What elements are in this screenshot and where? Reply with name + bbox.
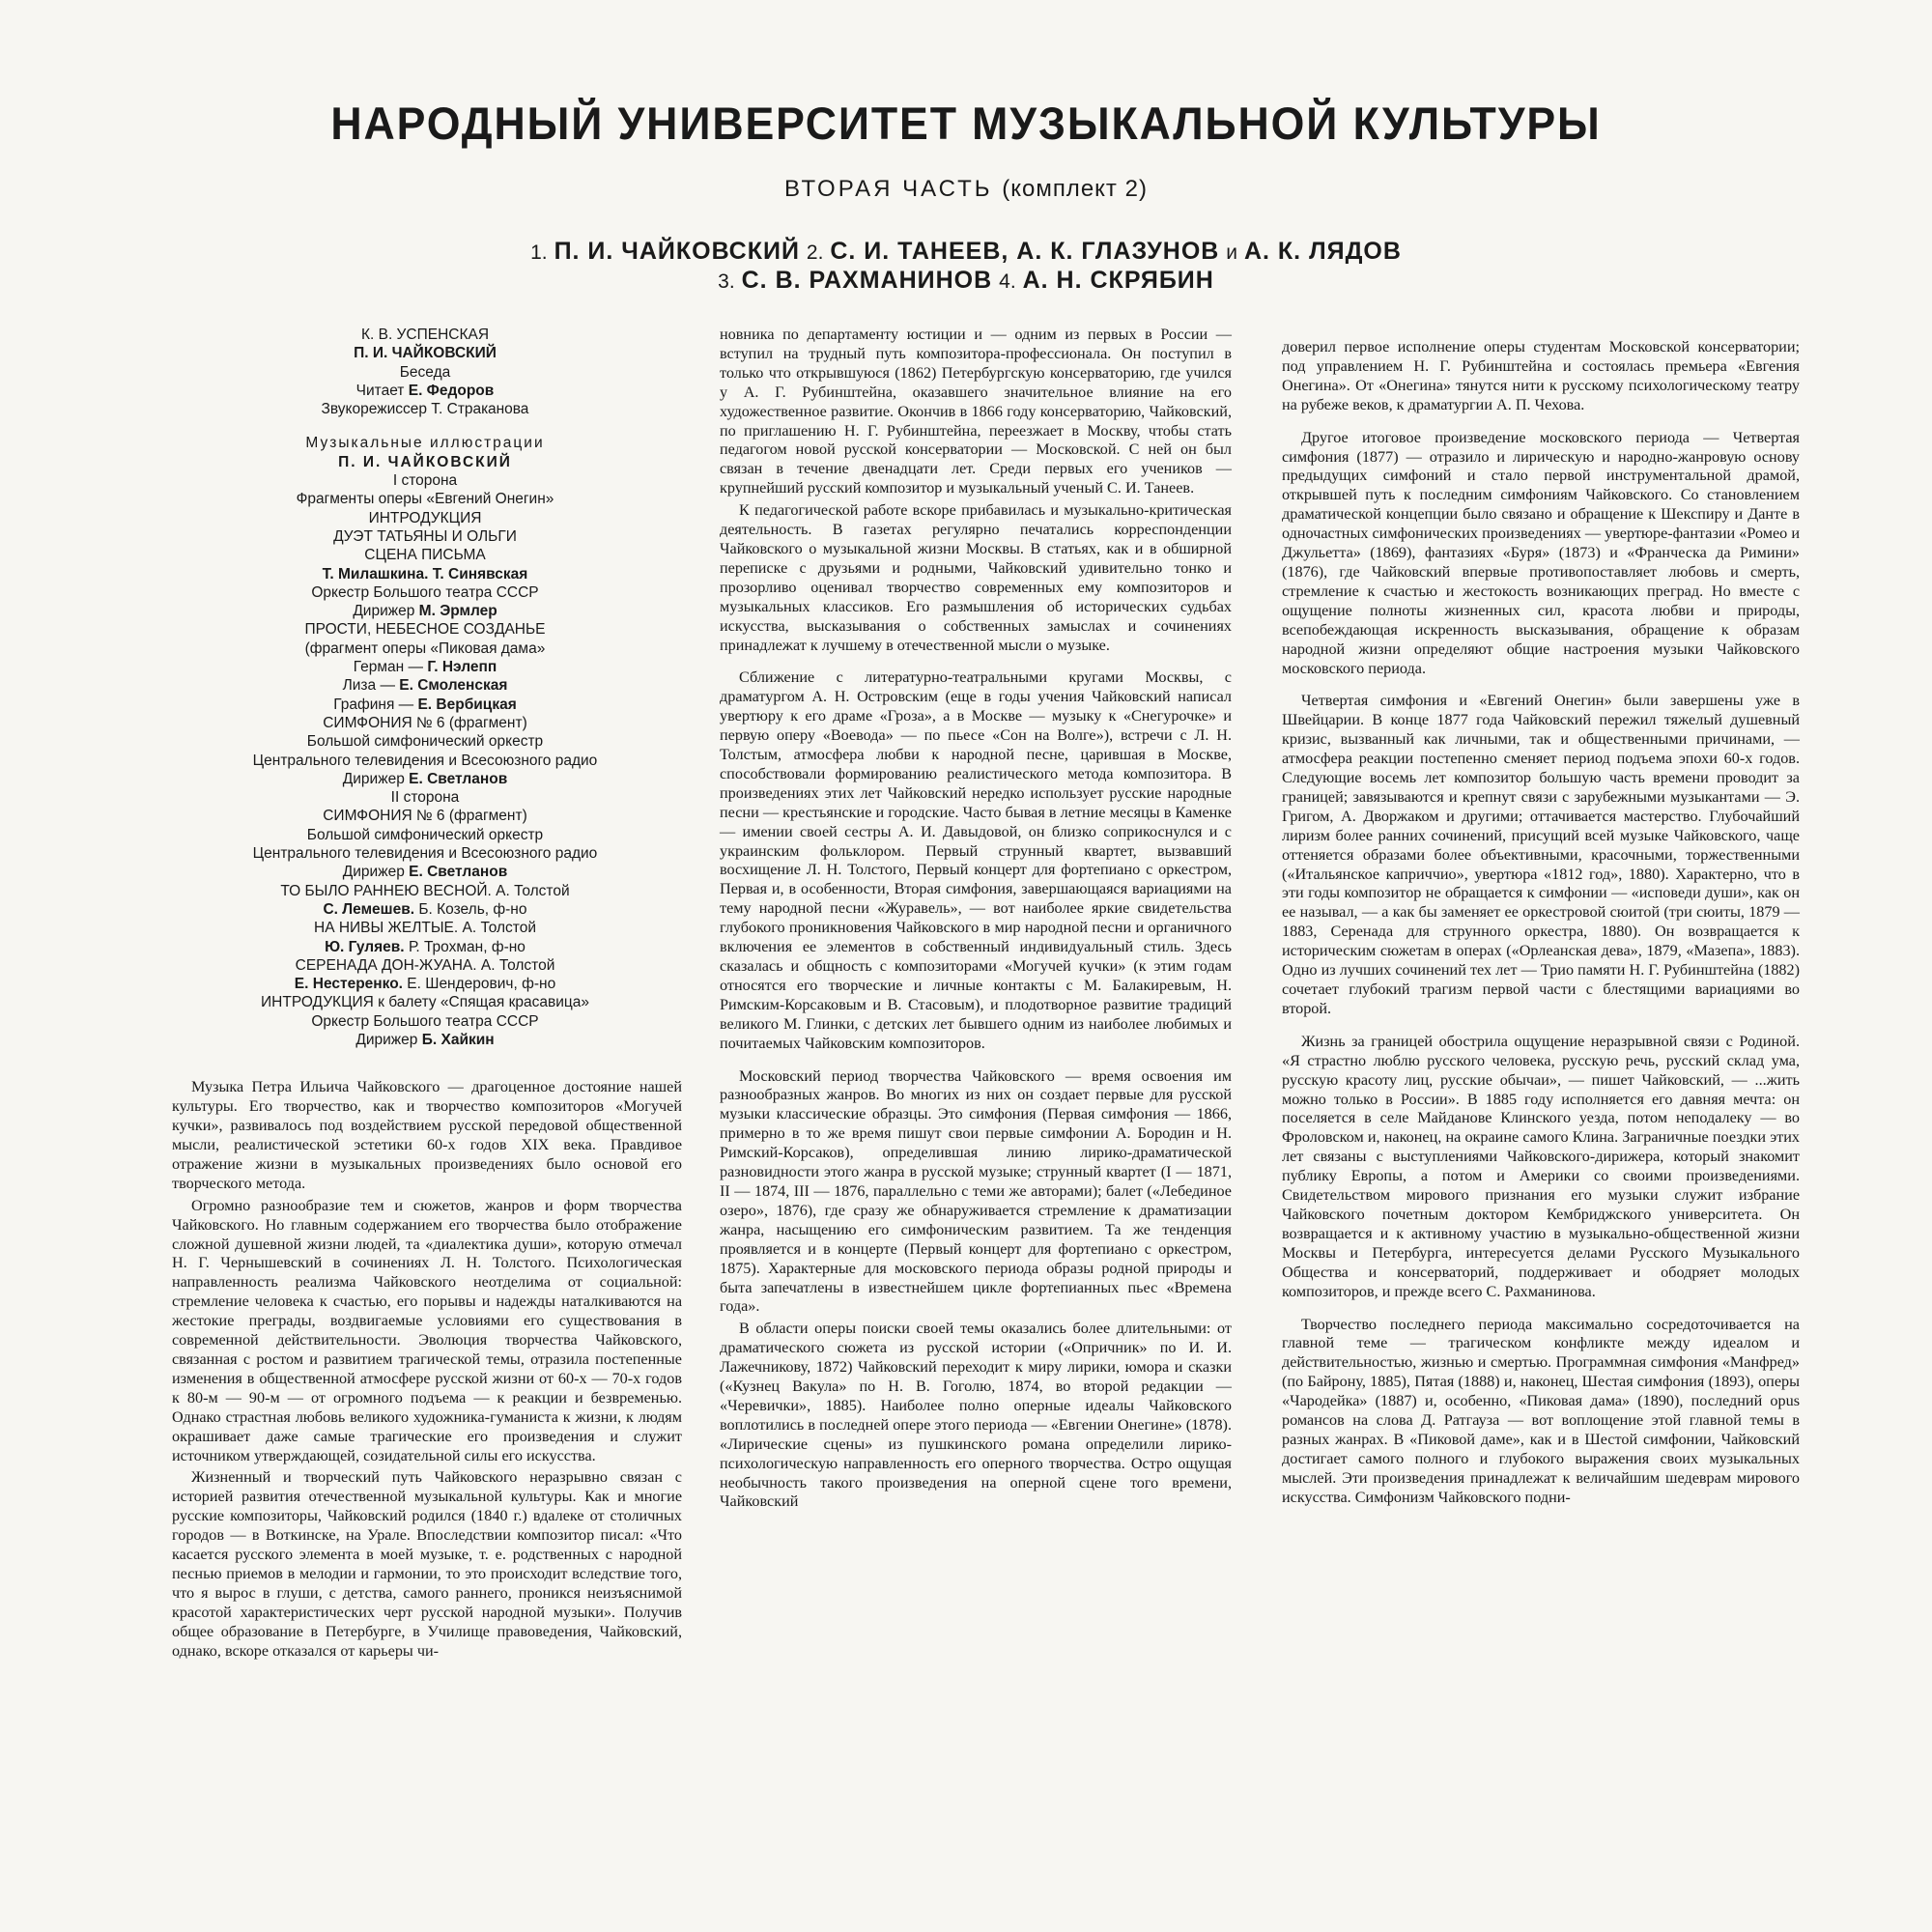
column-1 [172, 326, 682, 1661]
conductor-line: Дирижер Е. Светланов [342, 864, 508, 881]
paragraph: доверил первое исполнение оперы студентам Московской консерватории; под управлением Н. Г. Рубинштейна и состоялась премьера «Евгения Онегина». От «Онегина» тянутся нити к русскому психологическому театру на рубеже веков, к драматургии А. П. Чехова. [1282, 338, 1800, 413]
paragraph: Другое итоговое произведение московского периода — Четвертая симфония (1877) — отразило и лирическую и народно-жанровую основу предыдущих симфоний и стало первой инструментальной драмой, открывшей путь к последним симфониям Чайковского. Со становлением драматической концепции было связано и обращение к Шекспиру и Данте в одночастных симфонических произведениях — увертюре-фантазии «Ромео и Джульетта» (1869), фантазиях «Буря» (1873) и «Франческа да Римини» (1876), где Чайковский впервые противопоставляет любовь и смерть, стремление к счастью и жестокость возникающих преград. Но вместе с ощущение полноты жизненных сил, красота любви и природы, всепобеждающая искренность высказывания, обращение к образам народной жизни определяют общие настроения музыки Чайковского московского периода. [1282, 428, 1800, 677]
composer-name: С. В. РАХМАНИНОВ [741, 267, 993, 294]
performer-line: Лиза — Е. Смоленская [342, 677, 508, 695]
paragraph: Жизнь за границей обострила ощущение неразрывной связи с Родиной. «Я страстно люблю русского человека, русскую речь, русский склад ума, русскую красоту лиц, русские обычаи», — пишет Чайковский, — ...жить можно только в России». В 1885 году исполняется его давняя мечта: он поселяется в селе Майданове Клинского уезда, потом неподалеку — во Фроловском и, наконец, на окраине самого Клина. Заграничные поездки этих лет связаны с выступлениями Чайковского-дирижера, который знакомит публику Европы, а потом и Америки со своими произведениями. Свидетельством мирового признания его музыки служит избрание Чайковского почетным доктором Кембриджского университета. Он возвращается и к активному участию в музыкально-общественной жизни Москвы и Петербурга, интересуется делами Русского Музыкального Общества и консерваторий, поддерживает и ободряет молодых композиторов, и прежде всего С. Рахманинова. [1282, 1032, 1800, 1300]
conductor-line: Дирижер М. Эрмлер [353, 603, 497, 620]
composer-name: А. Н. СКРЯБИН [1022, 267, 1214, 294]
track-line: ПРОСТИ, НЕБЕСНОЕ СОЗДАНЬЕ [304, 621, 546, 639]
track-line: Фрагменты оперы «Евгений Онегин» [296, 491, 554, 508]
credit-genre: Беседа [399, 363, 451, 381]
track-line: ДУЭТ ТАТЬЯНЫ И ОЛЬГИ [333, 527, 517, 545]
track-line: Большой симфонический оркестр [306, 733, 544, 751]
column-3 [1282, 338, 1800, 1508]
track-line: СЦЕНА ПИСЬМА [364, 547, 486, 564]
side-1-label: I сторона [392, 472, 458, 490]
track-line: Центрального телевидения и Всесоюзного радио [252, 752, 598, 769]
track-line: Большой симфонический оркестр [306, 826, 544, 843]
composer-number: 4. [999, 270, 1016, 293]
performer-line: Т. Милашкина. Т. Синявская [322, 565, 528, 582]
track-line: ИНТРОДУКЦИЯ к балету «Спящая красавица» [261, 994, 589, 1011]
subtitle-main: ВТОРАЯ ЧАСТЬ [784, 176, 993, 202]
credit-reader: Читает Е. Федоров [355, 382, 495, 399]
performer-line: Ю. Гуляев. Р. Трохман, ф-но [325, 938, 526, 955]
credit-composer: П. И. ЧАЙКОВСКИЙ [354, 345, 497, 362]
paragraph: Огромно разнообразие тем и сюжетов, жанров и форм творчества Чайковского. Но главным содержанием его творчества было отображение сложной душевной жизни людей, та «диалектика души», которую отмечал Н. Г. Чернышевский в сочинениях Л. Н. Толстого. Психологическая направленность реализма Чайковского неотделима от социальной: стремление человека к счастью, его порывы и надежды наталкиваются на жестокие преграды, воздвигаемые условиями его существования в современной действительности. Эволюция творчества Чайковского, связанная с ростом и развитием трагической темы, отразила постепенные изменения в общественной атмосфере русской жизни от 60-х — 70-х годов к 80-м — 90-м — от огромного подъема — к реакции и безвременью. Однако страстная любовь великого художника-гуманиста к жизни, к людям окрашивает даже самые трагические его произведения и служит источником утверждающей, созидательной силы его искусства. [172, 1196, 682, 1464]
performer-line: Герман — Г. Нэлепп [353, 659, 497, 676]
composer-number: 3. [718, 270, 735, 293]
performer-line: Е. Нестеренко. Е. Шендерович, ф-но [294, 976, 556, 993]
illustrations-composer: П. И. ЧАЙКОВСКИЙ [338, 453, 512, 470]
paragraph: К педагогической работе вскоре прибавилась и музыкально-критическая деятельность. В газетах регулярно печатались корреспонденции Чайковского о музыкальной жизни Москвы. В статьях, как и в обширной переписке с друзьями и родными, Чайковский удивительно тонко и прозорливо оценивал творчество современных ему композиторов и музыкальных классиков. Его размышления об исторических судьбах искусства, высказывания о собственных замыслах и сочинениях принадлежат к лучшему в отечественной мысли о музыке. [720, 501, 1232, 654]
track-line: СЕРЕНАДА ДОН-ЖУАНА. А. Толстой [295, 956, 555, 974]
track-line: СИМФОНИЯ № 6 (фрагмент) [323, 714, 527, 731]
track-line: ТО БЫЛО РАННЕЮ ВЕСНОЙ. А. Толстой [280, 882, 570, 899]
composer-name: П. И. ЧАЙКОВСКИЙ [554, 238, 800, 265]
conductor-line: Дирижер Б. Хайкин [355, 1031, 495, 1048]
page-subtitle [0, 176, 1932, 203]
track-line: ИНТРОДУКЦИЯ [368, 509, 482, 526]
composers-line-2 [0, 266, 1932, 297]
paragraph: Творчество последнего периода максимально сосредоточивается на главной теме — трагическом конфликте между идеалом и действительностью, жизнью и смертью. Программная симфония «Манфред» (по Байрону, 1885), Пятая (1888) и, наконец, Шестая симфония (1893), оперы «Чародейка» (1887) и, особенно, «Пиковая дама» (1890), последний opus романсов на слова Д. Ратгауза — вот воплощение этой главной темы в разных жанрах. В «Пиковой даме», как и в Шестой симфонии, Чайковский достигает самого полного и глубокого выражения своих музыкальных мыслей. Эти произведения принадлежат к величайшим шедеврам мирового искусства. Симфонизм Чайковского подни- [1282, 1315, 1800, 1506]
composer-number: 2. [806, 242, 824, 264]
composer-conjunction: и [1226, 242, 1238, 264]
track-line: СИМФОНИЯ № 6 (фрагмент) [323, 808, 527, 825]
track-line: Центрального телевидения и Всесоюзного радио [252, 845, 598, 863]
essay-column-1 [172, 1078, 682, 1661]
track-line: (фрагмент оперы «Пиковая дама» [304, 639, 546, 657]
paragraph: Сближение с литературно-театральными кругами Москвы, с драматургом А. Н. Островским (еще в годы учения Чайковский написал увертюру к его драме «Гроза», а в Москве — музыку к «Снегурочке» и первую оперу «Воевода» — по пьесе «Сон на Волге»), встречи с Л. Н. Толстым, атмосфера любви к народной песне, царившая в Москве, способствовали формированию реалистического метода композитора. В произведениях этих лет Чайковский нередко использует русские народные песни — крестьянские и городские. Часто бывая в летние месяцы в Каменке — имении своей сестры А. И. Давыдовой, он близко соприкоснулся и с украинским фольклором. Первый струнный квартет, вызвавший восхищение Л. Н. Толстого, Первый концерт для фортепиано с оркестром, Первая и, в особенности, Вторая симфония, завершающаяся вариациями на тему народной песни «Журавель», — вот наиболее яркие свидетельства глубокого проникновения Чайковского в мир народной песни и органичного включения ее элементов в собственный индивидуальный стиль. Здесь сказалась и общность с композиторами «Могучей кучки» (к этим годам относятся его творческие и личные контакты с М. Балакиревым, Н. Римским-Корсаковым и В. Стасовым), и плодотворное развитие традиций великого М. Глинки, с детских лет бывшего одним из наиболее любимых и почитаемых Чайковским композиторов. [720, 668, 1232, 1052]
paragraph: В области оперы поиски своей темы оказались более длительными: от драматического сюжета из русской истории («Опричник» по И. И. Лажечникову, 1872) Чайковский переходит к миру лирики, юмора и сказки («Кузнец Вакула» по Н. В. Гоголю, 1874, во второй редакции — «Черевички», 1885). Наиболее полно оперные идеалы Чайковского воплотились в последней опере этого периода — «Евгении Онегине» (1878). «Лирические сцены» из пушкинского романа определили лирико-психологическую направленность его оперного творчества. Остро ощущая необычность такого произведения на оперной сцене того времени, Чайковский [720, 1320, 1232, 1511]
illustrations-heading: Музыкальные иллюстрации [305, 435, 545, 452]
track-line: Оркестр Большого театра СССР [311, 583, 539, 601]
track-line: Оркестр Большого театра СССР [311, 1012, 539, 1030]
side-2-label: II сторона [390, 789, 460, 807]
paragraph: новника по департаменту юстиции и — одним из первых в России — вступил на трудный путь композитора-профессионала. Он поступил в только что открывшуюся (1862) Петербургскую консерваторию, где учился у А. Г. Рубинштейна, оказавшего значительное влияние на его художественное развитие. Окончив в 1866 году консерваторию, Чайковский, по приглашению Н. Г. Рубинштейна, переезжает в Москву, чтобы стать педагогом новой русской консерватории — Московской. С ней он был связан в течение двенадцати лет. Среди первых его учеников — крупнейший русский композитор и музыкальный ученый С. И. Танеев. [720, 326, 1232, 497]
credit-sound-engineer: Звукорежиссер Т. Стракaнова [321, 401, 529, 418]
composers-line-1 [0, 237, 1932, 268]
paragraph: Московский период творчества Чайковского — время освоения им разнообразных жанров. Во многих из них он создает первые для русской музыки классические образцы. Это симфония (Первая симфония — 1866, примерно в то же время пишут свои первые симфонии А. Бородин и Н. Римский-Корсаков), определившая линию лирико-драматической разновидности этого жанра в русской музыке; струнный квартет (I — 1871, II — 1874, III — 1876, параллельно с теми же авторами); балет («Лебединое озеро», 1876), где сразу же обнаруживается стремление к драматизации жанра, насыщению его симфоническим развитием. Та же тенденция проявляется и в концерте (Первый концерт для фортепиано с оркестром, 1875). Характерные для московского периода образы родной природы и быта запечатлены в известнейшем цикле фортепианных пьес «Времена года». [720, 1066, 1232, 1316]
composer-number: 1. [530, 242, 548, 264]
paragraph: Четвертая симфония и «Евгений Онегин» были завершены уже в Швейцарии. В конце 1877 года Чайковский пережил тяжелый душевный кризис, вызванный как личными, так и общественными причинами, — атмосфера реакции постепенно сменяет период подъема эпохи 60-х годов. Следующие восемь лет композитор большую часть времени проводит за границей; завязываются и крепнут связи с зарубежными музыкантами — Э. Григом, А. Дворжаком и другими; оттачивается мастерство. Глубочайший лиризм более ранних сочинений, присущий всей музыке Чайковского, чаще оттеняется образами более объективными, красочными, торжественными («Итальянское каприччио», увертюра «1812 год», 1880). Характерно, что в эти годы композитор не обращается к симфонии — «исповеди души», как он ее называл, — а как бы заменяет ее оркестровой сюитой (три сюиты, 1879 — 1883, Серенада для струнного оркестра, 1880). Он возвращается к историческим сюжетам в операх («Орлеанская дева», 1879, «Мазепа», 1883). Одно из лучших сочинений тех лет — Трио памяти Н. Г. Рубинштейна (1882) сочетает глубокий трагизм первой части с блестящими вариациями во второй. [1282, 692, 1800, 1017]
paragraph: Музыка Петра Ильича Чайковского — драгоценное достояние нашей культуры. Его творчество, как и творчество композиторов «Могучей кучки», развивалось под воздействием русской передовой общественной мысли, реалистической эстетики 60-х годов XIX века. Правдивое отражение жизни в музыкальных произведениях было основой его творческого метода. [172, 1078, 682, 1192]
credit-author: К. В. УСПЕНСКАЯ [360, 327, 490, 343]
track-line: НА НИВЫ ЖЕЛТЫЕ. А. Толстой [314, 920, 536, 937]
composer-name: А. К. ЛЯДОВ [1243, 238, 1402, 265]
conductor-line: Дирижер Е. Светланов [342, 770, 508, 787]
page-title: НАРОДНЫЙ УНИВЕРСИТЕТ МУЗЫКАЛЬНОЙ КУЛЬТУРЫ [330, 98, 1602, 149]
subtitle-note: (комплект 2) [1002, 176, 1148, 202]
composer-name: С. И. ТАНЕЕВ, А. К. ГЛАЗУНОВ [830, 238, 1220, 265]
paragraph: Жизненный и творческий путь Чайковского неразрывно связан с историей развития отечественной музыкальной культуры. Как и многие русские композиторы, Чайковский родился (1840 г.) вдалеке от столичных городов — в Воткинске, на Урале. Впоследствии композитор писал: «Что касается русского элемента в моей музыке, т. е. родственных с народной песнью приемов в мелодии и гармонии, то это происходит вследствие того, что я вырос в глуши, с детства, самого раннего, проникся неизъяснимой красотой характеристических черт русской народной музыки». Получив общее образование в Петербурге, в Училище правоведения, Чайковский, однако, вскоре отказался от карьеры чи- [172, 1468, 682, 1660]
column-2 [720, 326, 1232, 1512]
performer-line: Графиня — Е. Вербицкая [333, 696, 517, 713]
performer-line: С. Лемешев. Б. Козель, ф-но [323, 900, 527, 918]
recording-credits [213, 326, 638, 1049]
